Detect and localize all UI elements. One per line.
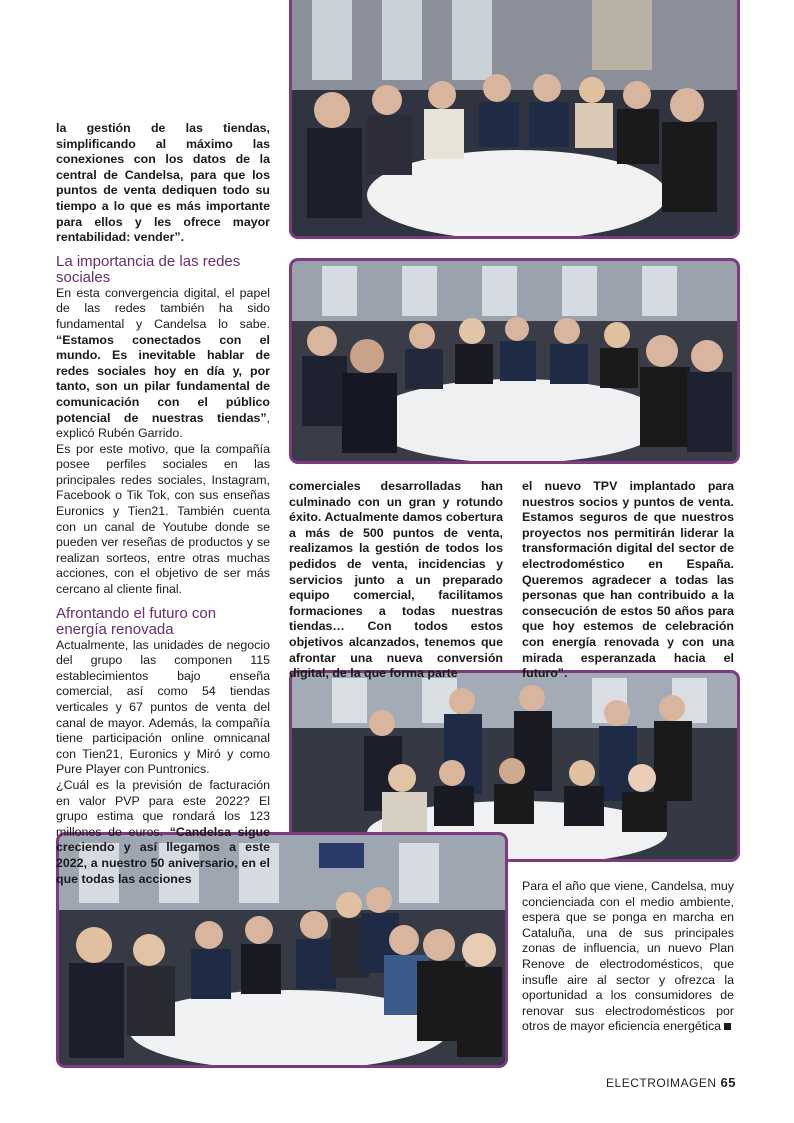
magazine-name: ELECTROIMAGEN bbox=[606, 1076, 717, 1090]
middle-paragraph: comerciales desarrolladas han culminado con un gran y rotundo éxito. Actualmente damos cobertura a más de 500 puntos de venta, realizamos la gestión de todos los pedidos de venta, incidencias y servicios junto a un preparado equipo comercial, facilitamos formaciones a todas nuestras tiendas… Con todos estos objetivos alcanzados, tenemos que afrontar una nueva conversión digital, de la que forma parte bbox=[289, 479, 503, 681]
column-bottom-right bbox=[522, 879, 734, 1035]
photo-gala-table-1-image bbox=[292, 0, 737, 236]
column-middle bbox=[289, 479, 503, 682]
right-paragraph: el nuevo TPV implantado para nuestros socios y puntos de venta. Estamos seguros de que nuestros proyectos nos permitirán liderar la transformación digital del sector de electrodoméstico en España. Queremos agradecer a todas las personas que han contribuido a la consecución de estos 50 años para que hoy estemos de celebración con energía renovada y con una mirada esperanzada hacia el futuro”. bbox=[522, 479, 734, 681]
intro-paragraph: la gestión de las tiendas, simplificando al máximo las conexiones con los datos de la central de Candelsa, para que los puntos de venta dediquen todo su tiempo a lo que es más importante para ellos y les ofrece mayor rentabilidad: vender”. bbox=[56, 121, 270, 245]
heading-redes-sociales: La importancia de las redes sociales bbox=[56, 252, 241, 286]
photo-gala-table-1 bbox=[289, 0, 740, 239]
end-mark-icon bbox=[724, 1023, 731, 1030]
heading-futuro: Afrontando el futuro con energía renovada bbox=[56, 604, 217, 638]
photo-gala-table-2 bbox=[289, 258, 740, 464]
column-left bbox=[56, 121, 270, 887]
page-number: 65 bbox=[720, 1075, 736, 1090]
closing-paragraph: Para el año que viene, Candelsa, muy concienciada con el medio ambiente, espera que se ponga en marcha en Cataluña, una de sus principales zonas de influencia, un nuevo Plan Renove de electrodomésticos, que insufle aire al sector y ofrezca la oportunidad a los consumidores de renovar sus electrodomésticos por otros de mayor eficiencia energética bbox=[522, 879, 734, 1034]
redes-paragraph-2: Es por este motivo, que la compañía posee perfiles sociales en las principales redes sociales, Instagram, Facebook o Tik Tok, con sus enseñas Euronics y Tien21. También cuenta con un canal de Youtube donde se pueden ver reseñas de productos y se realizan sorteos, entre otras muchas acciones, con el objetivo de ser más cercano al cliente final. bbox=[56, 441, 270, 597]
redes-paragraph-1: En esta convergencia digital, el papel de las redes también ha sido fundamental y Candelsa lo sabe. “Estamos conectados con el mundo. Es inevitable hablar de redes sociales hoy en día y, por tanto, son un pilar fundamental de comunicación con el público potencial de nuestras tiendas”, explicó Rubén Garrido. bbox=[56, 285, 270, 441]
futuro-paragraph-1: Actualmente, las unidades de negocio del grupo las componen 115 establecimientos bajo enseña comercial, así como 54 tiendas verticales y 67 puntos de venta del canal de mayor. Además, la compañía tiene participación online omnicanal con Tien21, Euronics y Miró y como Pure Player con Puntronics. bbox=[56, 637, 270, 777]
futuro-paragraph-2: ¿Cuál es la previsión de facturación en valor PVP para este 2022? El grupo estima que rondará los 123 millones de euros. “Candelsa sigue creciendo y así llegamos a este 2022, a nuestro 50 aniversario, en el que todas las acciones bbox=[56, 777, 271, 886]
column-right bbox=[522, 479, 734, 682]
photo-gala-table-2-image bbox=[292, 261, 737, 461]
page-footer bbox=[606, 1075, 736, 1090]
